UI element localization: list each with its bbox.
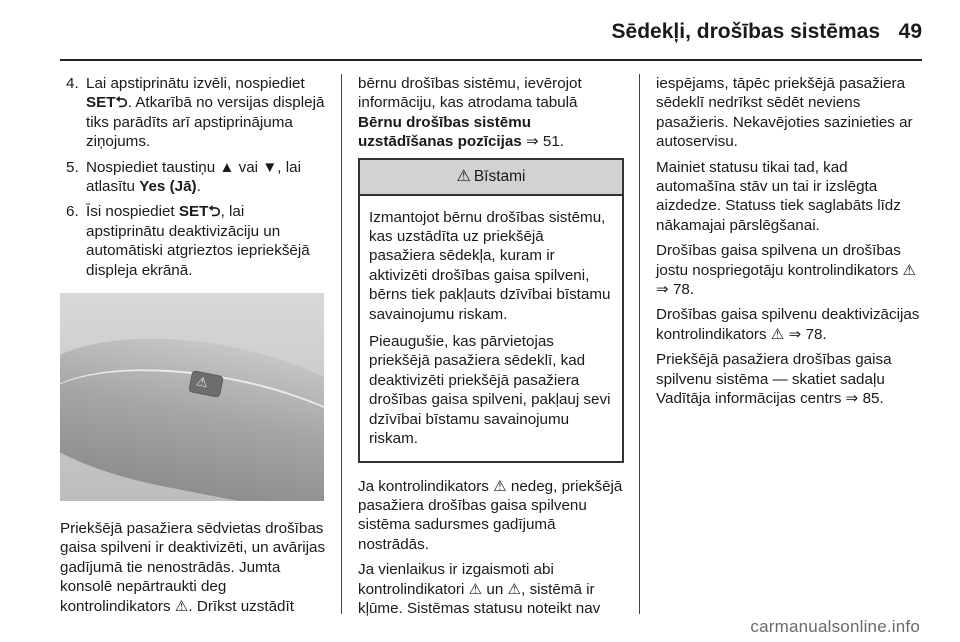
table-reference-link: Bērnu drošības sistēmu uzstādīšanas pozīcijas — [358, 113, 532, 151]
airbag-indicator-reference: Drošības gaisa spilvena un drošības jostu nospriegotāju kontrolindikators ⚠ ⇒ 78. — [656, 242, 917, 299]
step-number: 4. — [66, 75, 79, 92]
airbag-deactivated-paragraph: Priekšējā pasažiera sēdvietas drošības gaisa spilveni ir deaktivizēti, un avārijas gadījumā tie nenostrādās. Jumta konsolē nepārtraukti deg kontrolindikators ⚠. Drīkst uzstādīt — [60, 520, 326, 615]
warning-header — [360, 160, 622, 196]
column-divider — [639, 74, 640, 614]
warning-paragraph: Izmantojot bērnu drošības sistēmu, kas uzstādīta uz priekšējā pasažiera sēdekļa, kuram ir aktivizēti drošības gaisa spilveni, bērns tiek pakļauts dzīvībai bīstamu savainojumu riskam. — [369, 208, 611, 323]
column-left — [60, 74, 326, 622]
steps-list — [60, 74, 326, 280]
set-key-label: SET⮌ — [178, 203, 221, 221]
warning-title: Bīstami — [473, 167, 526, 185]
page-header — [0, 0, 960, 60]
intro-text: bērnu drošības sistēmu, ievērojot informāciju, kas atrodama tabulā — [358, 75, 582, 112]
service-paragraph: iespējams, tāpēc priekšējā pasažiera sēdeklī nedrīkst sēdēt neviens pasažieris. Nekavējoties sazinieties ar autoservisu. — [656, 75, 913, 151]
step-text: Īsi nospiediet — [86, 203, 179, 221]
step-text: Nospiediet taustiņu ▲ vai ▼, lai atlasītu — [86, 158, 301, 196]
column-right — [656, 74, 922, 415]
warning-body — [360, 196, 622, 461]
step-text: . Atkarībā no versijas displejā tiks parādīts arī apstiprinājuma ziņojums. — [86, 94, 325, 151]
warning-triangle-icon: ⚠ — [456, 167, 471, 185]
column-middle — [358, 74, 624, 624]
roof-console-photo — [60, 293, 324, 501]
driver-info-reference: Priekšējā pasažiera drošības gaisa spilvenu sistēma — skatiet sadaļu Vadītāja informācijas centrs ⇒ 85. — [656, 351, 892, 408]
indicator-fault-paragraph: Ja vienlaikus ir izgaismoti abi kontrolindikatori ⚠ un ⚠, sistēmā ir kļūme. Sistēmas statusu noteikt nav — [358, 561, 601, 617]
step-5 — [60, 158, 326, 197]
watermark: carmanualsonline.info — [750, 617, 920, 636]
danger-warning-box — [358, 158, 624, 463]
intro-paragraph — [358, 74, 624, 152]
header-rule — [60, 59, 922, 61]
page-number: 49 — [898, 20, 922, 43]
page-reference: ⇒ 51. — [521, 133, 565, 151]
indicator-off-paragraph: Ja kontrolindikators ⚠ nedeg, priekšējā pasažiera drošības gaisa spilvenu sistēma sadursmes gadījumā nostrādās. — [358, 477, 623, 553]
step-4 — [60, 74, 326, 152]
warning-paragraph: Pieaugušie, kas pārvietojas priekšējā pasažiera sēdeklī, kad deaktivizēti priekšējā pasažiera drošības gaisa spilveni, pakļauj sevi dzīvībai bīstamu savainojumu riskam. — [369, 333, 611, 448]
step-text: Lai apstiprinātu izvēli, nospiediet — [86, 75, 305, 92]
step-6 — [60, 202, 326, 280]
step-number: 5. — [66, 158, 79, 176]
status-change-paragraph: Mainiet statusu tikai tad, kad automašīna stāv un tai ir izslēgta aizdedze. Statuss tiek saglabāts līdz nākamajai pārslēgšanai. — [656, 158, 901, 234]
airbag-off-indicator-icon: ⚠ — [195, 373, 210, 391]
step-text: , lai apstiprinātu deaktivizāciju un automātiski atgrieztos iepriekšējā displeja ekrānā. — [86, 203, 310, 279]
step-number: 6. — [66, 203, 79, 221]
set-key-label: SET⮌ — [86, 94, 128, 112]
page-title: Sēdekļi, drošības sistēmas — [611, 20, 880, 43]
deactivation-indicator-reference: Drošības gaisa spilvenu deaktivizācijas kontrolindikators ⚠ ⇒ 78. — [656, 306, 920, 343]
yes-option-label: Yes (Jā) — [139, 178, 197, 196]
step-text: . — [196, 178, 201, 196]
column-divider — [341, 74, 342, 614]
